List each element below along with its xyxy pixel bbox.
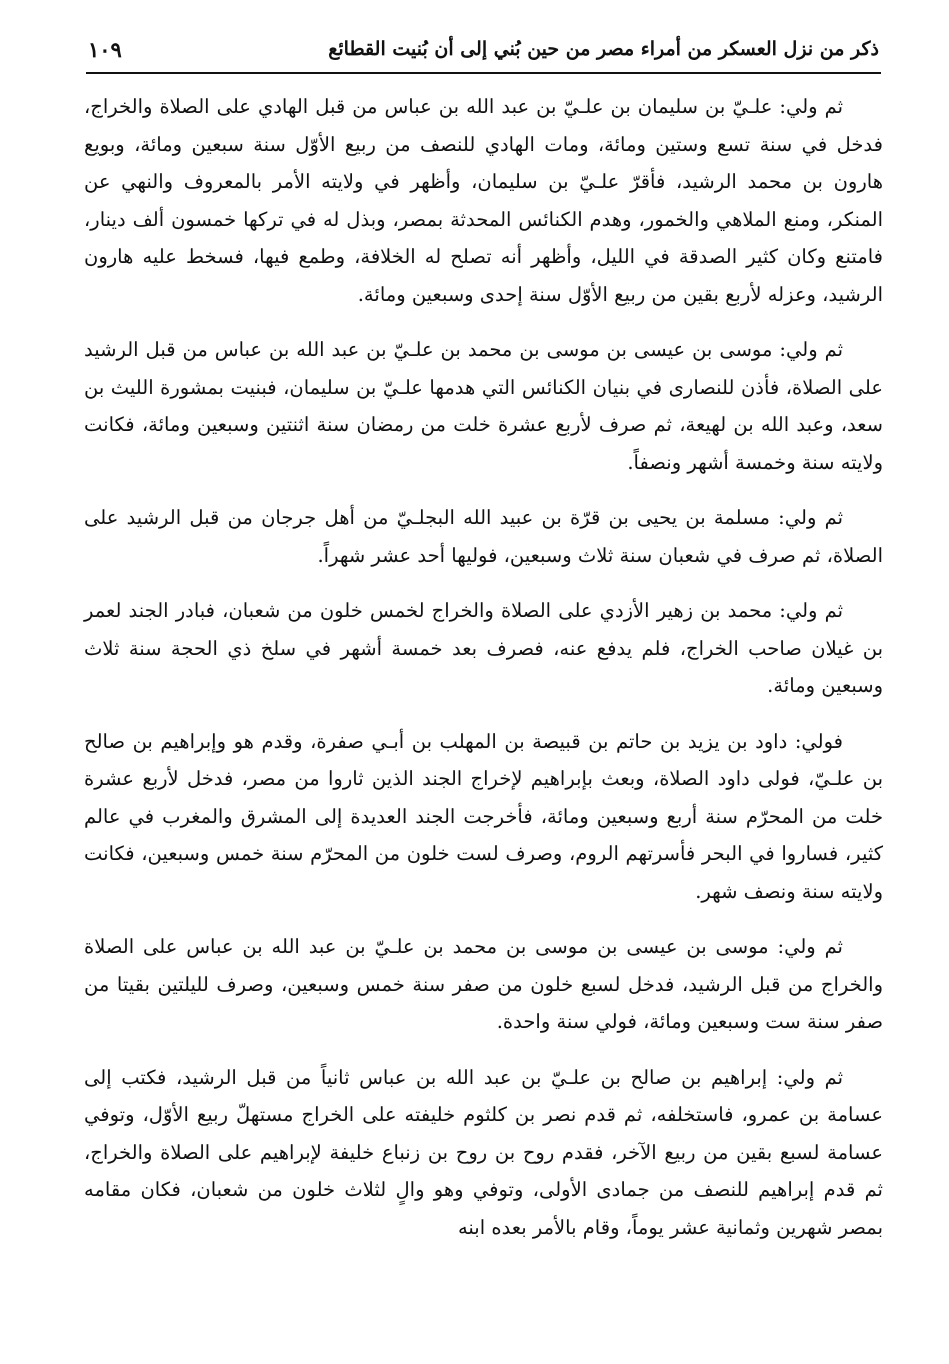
- paragraph-7: ثم ولي: إبراهيم بن صالح بن علـيّ بن عبد الله بن عباس ثانياً من قبل الرشيد، فكتب إلى عسامة بن عمرو، فاستخلفه، ثم قدم نصر بن كلثوم خليفته على الخراج مستهلّ ربيع الأوّل، وتوفي عسامة لسبع بقين من ربيع الآخر، فقدم روح بن روح بن زنباع خليفة لإبراهيم على الصلاة والخراج، ثم قدم إبراهيم للنصف من جمادى الأولى، وتوفي وهو والٍ لثلاث خلون من شعبان، فكان مقامه بمصر شهرين وثمانية عشر يوماً، وقام بالأمر بعده ابنه: [84, 1065, 883, 1239]
- paragraph-5: فولي: داود بن يزيد بن حاتم بن قبيصة بن المهلب بن أبـي صفرة، وقدم هو وإبراهيم بن صالح بن علـيّ، فولى داود الصلاة، وبعث بإبراهيم لإخراج الجند الذين ثاروا من مصر، فدخل لأربع عشرة خلت من المحرّم سنة أربع وسبعين ومائة، فأخرجت الجند العديدة إلى المشرق والمغرب في عالم كثير، فساروا في البحر فأسرتهم الروم، وصرف لست خلون من المحرّم سنة خمس وسبعين، فكانت ولايته سنة ونصف شهر.: [84, 729, 883, 903]
- paragraph-1: ثم ولي: علـيّ بن سليمان بن علـيّ بن عبد الله بن عباس من قبل الهادي على الصلاة والخراج، فدخل في سنة تسع وستين ومائة، ومات الهادي للنصف من ربيع الأوّل سنة سبعين ومائة، وبويع هارون بن محمد الرشيد، فأقرّ علـيّ بن سليمان، وأظهر في ولايته الأمر بالمعروف والنهي عن المنكر، ومنع الملاهي والخمور، وهدم الكنائس المحدثة بمصر، وبذل له في تركها خمسون ألف دينار، فامتنع وكان كثير الصدقة في الليل، وأظهر أنه تصلح له الخلافة، وطمع فيها، فسخط عليه هارون الرشيد، وعزله لأربع بقين من ربيع الأوّل سنة إحدى وسبعين ومائة.: [84, 95, 883, 306]
- body-text: [84, 88, 883, 1246]
- page-number: ١٠٩: [88, 36, 122, 62]
- paragraph-3: ثم ولي: مسلمة بن يحيى بن قرّة بن عبيد الله البجلـيّ من أهل جرجان من قبل الرشيد على الصلاة، ثم صرف في شعبان سنة ثلاث وسبعين، فوليها أحد عشر شهراً.: [84, 506, 883, 567]
- paragraph-6: ثم ولي: موسى بن عيسى بن موسى بن محمد بن علـيّ بن عبد الله بن عباس على الصلاة والخراج من قبل الرشيد، فدخل لسبع خلون من صفر سنة خمس وسبعين، وصرف لليلتين بقيتا من صفر سنة ست وسبعين ومائة، فولي سنة واحدة.: [84, 935, 883, 1033]
- running-title: ذكر من نزل العسكر من أمراء مصر من حين بُني إلى أن بُنيت القطائع: [328, 38, 879, 60]
- header-divider: [86, 72, 881, 74]
- running-head: [88, 30, 879, 68]
- paragraph-4: ثم ولي: محمد بن زهير الأزدي على الصلاة والخراج لخمس خلون من شعبان، فبادر الجند لعمر بن غيلان صاحب الخراج، فلم يدفع عنه، فصرف بعد خمسة أشهر في سلخ ذي الحجة سنة ثلاث وسبعين ومائة.: [84, 599, 883, 697]
- paragraph-2: ثم ولي: موسى بن عيسى بن موسى بن محمد بن علـيّ بن عبد الله بن عباس من قبل الرشيد على الصلاة، فأذن للنصارى في بنيان الكنائس التي هدمها علـيّ بن سليمان، فبنيت بمشورة الليث بن سعد، وعبد الله بن لهيعة، ثم صرف لأربع عشرة خلت من رمضان سنة اثنتين وسبعين ومائة، فكانت ولايته سنة وخمسة أشهر ونصفاً.: [84, 338, 883, 474]
